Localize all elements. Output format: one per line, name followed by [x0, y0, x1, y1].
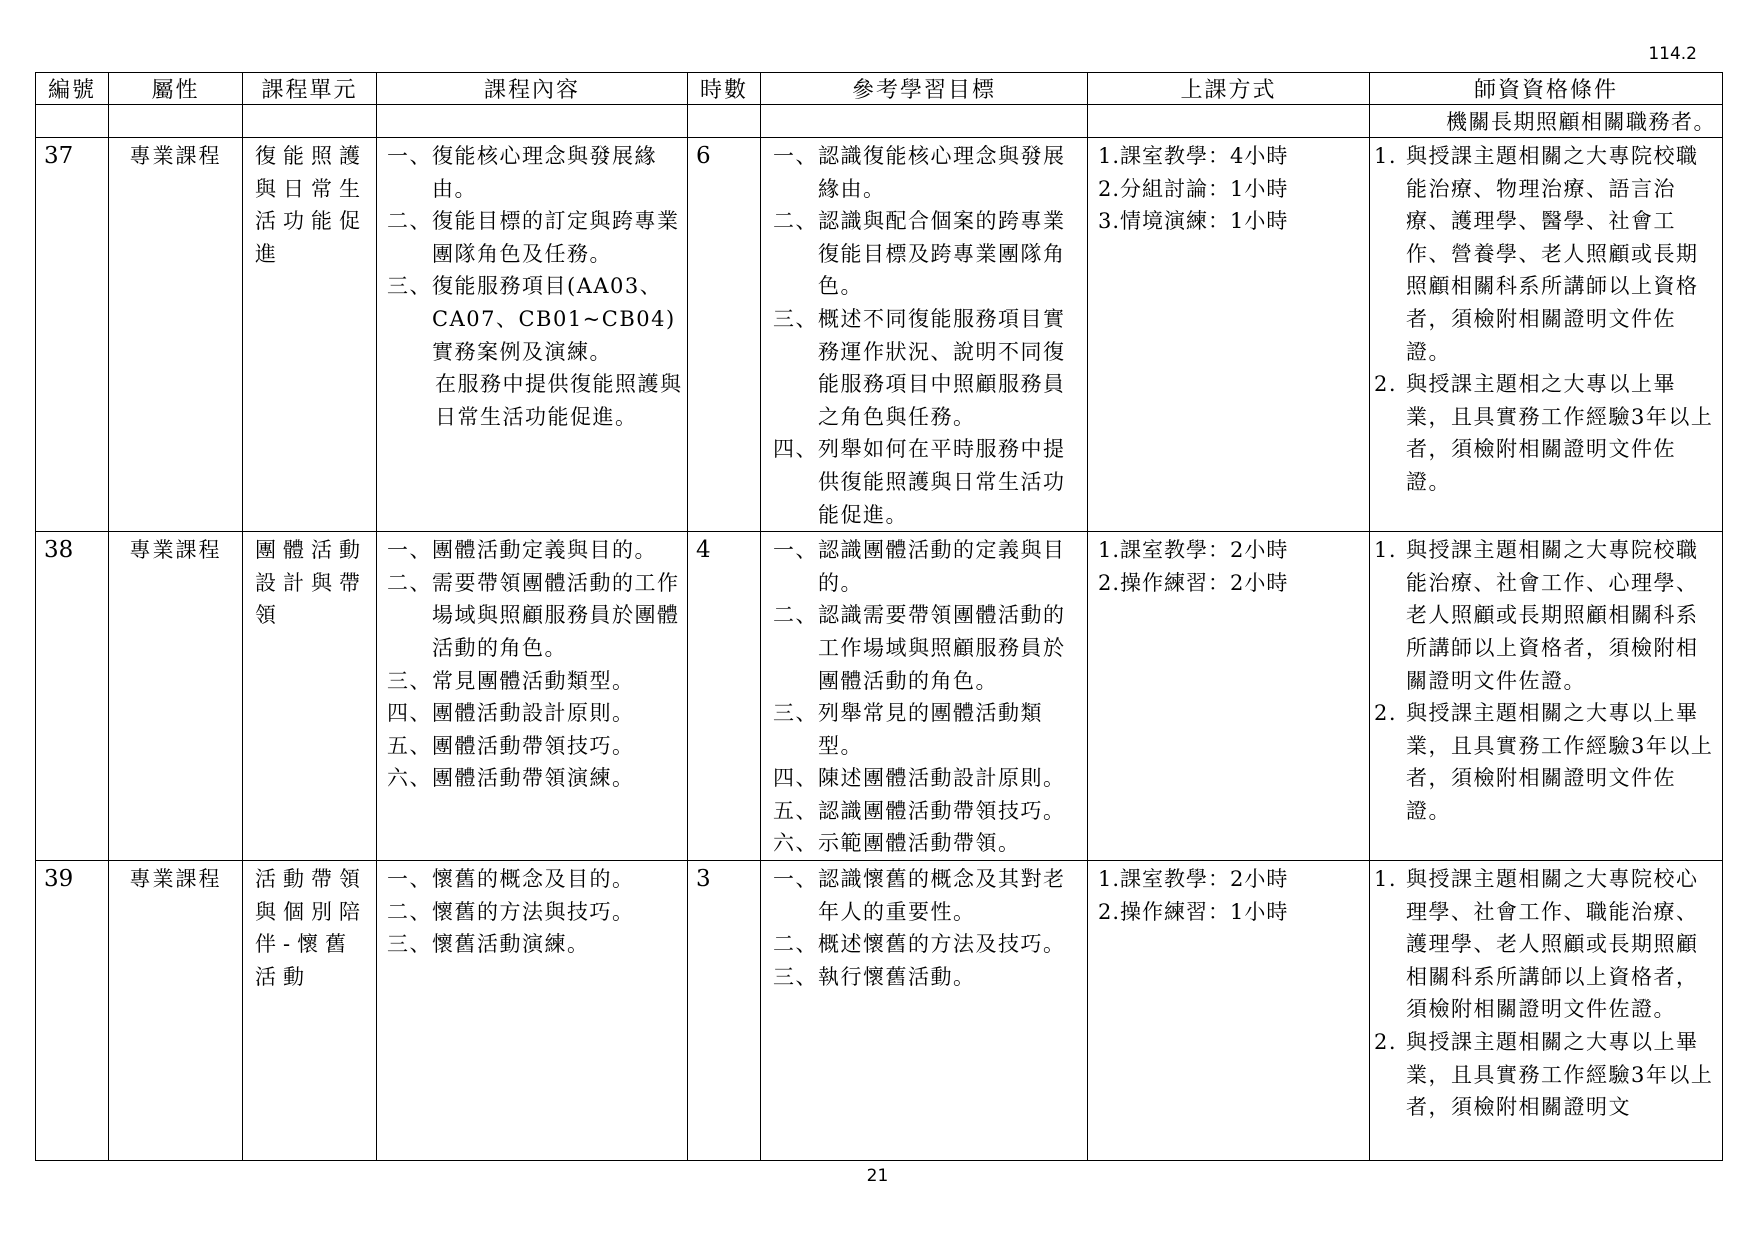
- course-hours: 4: [688, 532, 761, 861]
- goal-item: [773, 928, 1083, 961]
- header-content: 課程內容: [377, 73, 688, 105]
- course-teacher: [1370, 861, 1723, 1161]
- goal-item-text: 認識與配合個案的跨專業復能目標及跨專業團隊角色。: [818, 209, 1066, 299]
- goal-item-text: 認識團體活動帶領技巧。: [818, 798, 1066, 823]
- course-hours: 3: [688, 861, 761, 1161]
- goal-item: [773, 827, 1083, 860]
- goal-item-marker: 一、: [773, 144, 818, 168]
- course-id: 37: [36, 138, 109, 532]
- header-attr: 屬性: [109, 73, 243, 105]
- content-item: [387, 140, 683, 205]
- method-item: 3.情境演練：1小時: [1098, 209, 1289, 234]
- course-teacher: [1370, 532, 1723, 861]
- continuation-row: [36, 105, 1723, 138]
- teacher-item: [1374, 863, 1716, 1026]
- content-item: [387, 896, 683, 929]
- course-attr: 專業課程: [109, 532, 243, 861]
- course-unit: 復能照護與日常生活功能促進: [243, 138, 377, 532]
- course-method: [1088, 532, 1370, 861]
- teacher-item-text: 與授課主題相關之大專院校心理學、社會工作、職能治療、護理學、老人照顧或長期照顧相關科系所講師以上資格者，須檢附相關證明文件佐證。: [1406, 867, 1699, 1022]
- header-row: [36, 73, 1723, 105]
- header-teacher: 師資資格條件: [1370, 73, 1723, 105]
- goal-item: [773, 697, 1083, 762]
- page-number: 21: [866, 1166, 889, 1186]
- teacher-item: [1374, 697, 1716, 827]
- course-unit: 活動帶領與個別陪伴-懷舊活動: [243, 861, 377, 1161]
- course-row: [36, 861, 1723, 1161]
- course-teacher: [1370, 138, 1723, 532]
- content-item-marker: 一、: [387, 144, 432, 168]
- content-item: [387, 697, 683, 730]
- content-item-text: 懷舊的方法與技巧。: [432, 899, 635, 924]
- content-item-text: 懷舊的概念及目的。: [432, 867, 635, 892]
- teacher-item-text: 與授課主題相關之大專院校職能治療、物理治療、語言治療、護理學、醫學、社會工作、營養學、老人照顧或長期照顧相關科系所講師以上資格者，須檢附相關證明文件佐證。: [1406, 144, 1699, 364]
- content-item-text: 在服務中提供復能照護與日常生活功能促進。: [435, 372, 683, 429]
- goal-item-marker: 四、: [773, 766, 818, 791]
- content-item: [387, 762, 683, 795]
- teacher-item-marker: 2.: [1374, 701, 1398, 726]
- teacher-item-marker: 1.: [1374, 144, 1398, 168]
- content-item: [387, 270, 683, 368]
- course-content: [377, 532, 688, 861]
- content-item-marker: 二、: [387, 570, 432, 595]
- content-item: [387, 205, 683, 270]
- content-item-marker: 一、: [387, 538, 432, 563]
- content-item-text: 需要帶領團體活動的工作場域與照顧服務員於團體活動的角色。: [432, 570, 680, 660]
- teacher-item-text: 與授課主題相關之大專以上畢業，且具實務工作經驗3年以上者，須檢附相關證明文: [1406, 1030, 1714, 1120]
- goal-item-marker: 三、: [773, 701, 818, 726]
- content-item-marker: 五、: [387, 733, 432, 758]
- content-item-text: 團體活動帶領演練。: [432, 766, 635, 791]
- content-item-text: 復能服務項目(AA03、CA07、CB01~CB04)實務案例及演練。: [432, 274, 676, 364]
- course-goals: [761, 532, 1088, 861]
- course-goals: [761, 138, 1088, 532]
- header-unit: 課程單元: [243, 73, 377, 105]
- goal-item-marker: 三、: [773, 306, 818, 331]
- continuation-text: 機關長期照顧相關職務者。: [1370, 105, 1723, 138]
- course-attr: 專業課程: [109, 861, 243, 1161]
- goal-item: [773, 534, 1083, 599]
- course-unit: 團體活動設計與帶領: [243, 532, 377, 861]
- goal-item-text: 概述懷舊的方法及技巧。: [818, 932, 1066, 957]
- goal-item-marker: 六、: [773, 831, 818, 856]
- content-item-marker: 三、: [387, 932, 432, 957]
- method-item: 1.課室教學：2小時: [1098, 538, 1289, 563]
- goal-item-marker: 二、: [773, 932, 818, 957]
- teacher-item-text: 與授課主題相關之大專院校職能治療、社會工作、心理學、老人照顧或長期照顧相關科系所講師以上資格者，須檢附相關證明文件佐證。: [1406, 538, 1699, 693]
- content-item: [387, 534, 683, 567]
- content-item-marker: 三、: [387, 274, 432, 299]
- content-item-marker: 四、: [387, 701, 432, 726]
- teacher-item-text: 與授課主題相關之大專以上畢業，且具實務工作經驗3年以上者，須檢附相關證明文件佐證。: [1406, 701, 1714, 823]
- method-item: 2.分組討論：1小時: [1098, 176, 1289, 201]
- goal-item: [773, 762, 1083, 795]
- content-item-text: 團體活動定義與目的。: [432, 538, 657, 563]
- course-hours: 6: [688, 138, 761, 532]
- header-method: 上課方式: [1088, 73, 1370, 105]
- teacher-item-marker: 1.: [1374, 867, 1398, 892]
- content-item: [387, 928, 683, 961]
- teacher-item-marker: 1.: [1374, 538, 1398, 563]
- goal-item-marker: 一、: [773, 538, 818, 563]
- goal-item-text: 執行懷舊活動。: [818, 964, 976, 989]
- method-item: 1.課室教學：4小時: [1098, 144, 1289, 168]
- goal-item-marker: 二、: [773, 209, 818, 234]
- content-item-text: 團體活動設計原則。: [432, 701, 635, 726]
- content-item: [387, 730, 683, 763]
- content-item-text: 復能目標的訂定與跨專業團隊角色及任務。: [432, 209, 680, 266]
- content-item-marker: 一、: [387, 867, 432, 892]
- goal-item: [773, 140, 1083, 205]
- goal-item-text: 認識團體活動的定義與目的。: [818, 538, 1066, 595]
- header-id: 編號: [36, 73, 109, 105]
- version-label: 114.2: [1648, 44, 1697, 64]
- teacher-item: [1374, 1026, 1716, 1124]
- goal-item-marker: 四、: [773, 437, 818, 462]
- goal-item: [773, 863, 1083, 928]
- header-goals: 參考學習目標: [761, 73, 1088, 105]
- course-content: [377, 138, 688, 532]
- content-item-marker: 二、: [387, 899, 432, 924]
- goal-item-marker: 二、: [773, 603, 818, 628]
- goal-item-text: 列舉如何在平時服務中提供復能照護與日常生活功能促進。: [818, 437, 1066, 527]
- course-content: [377, 861, 688, 1161]
- teacher-item-text: 與授課主題相之大專以上畢業，且具實務工作經驗3年以上者，須檢附相關證明文件佐證。: [1406, 372, 1714, 494]
- content-item: [387, 368, 683, 433]
- goal-item: [773, 795, 1083, 828]
- header-hours: 時數: [688, 73, 761, 105]
- goal-item-marker: 三、: [773, 964, 818, 989]
- goal-item-text: 認識需要帶領團體活動的工作場域與照顧服務員於團體活動的角色。: [818, 603, 1066, 693]
- goal-item: [773, 961, 1083, 994]
- content-item-marker: 三、: [387, 668, 432, 693]
- content-item: [387, 567, 683, 665]
- goal-item-text: 陳述團體活動設計原則。: [818, 766, 1066, 791]
- content-item-text: 復能核心理念與發展緣由。: [432, 144, 657, 201]
- goal-item: [773, 205, 1083, 303]
- content-item-text: 團體活動帶領技巧。: [432, 733, 635, 758]
- goal-item-text: 認識懷舊的概念及其對老年人的重要性。: [818, 867, 1066, 924]
- course-method: [1088, 861, 1370, 1161]
- method-item: 2.操作練習：1小時: [1098, 899, 1289, 924]
- teacher-item-marker: 2.: [1374, 372, 1398, 397]
- teacher-item: [1374, 534, 1716, 697]
- goal-item-text: 示範團體活動帶領。: [818, 831, 1021, 856]
- content-item-text: 常見團體活動類型。: [432, 668, 635, 693]
- course-id: 39: [36, 861, 109, 1161]
- content-item: [387, 665, 683, 698]
- content-item-marker: 六、: [387, 766, 432, 791]
- course-goals: [761, 861, 1088, 1161]
- course-row: [36, 532, 1723, 861]
- course-attr: 專業課程: [109, 138, 243, 532]
- teacher-item: [1374, 140, 1716, 368]
- teacher-item: [1374, 368, 1716, 498]
- goal-item: [773, 303, 1083, 433]
- course-id: 38: [36, 532, 109, 861]
- goal-item-text: 列舉常見的團體活動類型。: [818, 701, 1043, 758]
- course-table: [35, 72, 1723, 1161]
- content-item: [387, 863, 683, 896]
- goal-item-marker: 五、: [773, 798, 818, 823]
- goal-item-text: 認識復能核心理念與發展緣由。: [818, 144, 1066, 201]
- teacher-item-marker: 2.: [1374, 1030, 1398, 1055]
- content-item-text: 懷舊活動演練。: [432, 932, 590, 957]
- goal-item: [773, 433, 1083, 531]
- method-item: 2.操作練習：2小時: [1098, 570, 1289, 595]
- goal-item: [773, 599, 1083, 697]
- goal-item-text: 概述不同復能服務項目實務運作狀況、說明不同復能服務項目中照顧服務員之角色與任務。: [818, 306, 1066, 429]
- course-method: [1088, 138, 1370, 532]
- course-row: [36, 138, 1723, 532]
- content-item-marker: 二、: [387, 209, 432, 234]
- goal-item-marker: 一、: [773, 867, 818, 892]
- method-item: 1.課室教學：2小時: [1098, 867, 1289, 892]
